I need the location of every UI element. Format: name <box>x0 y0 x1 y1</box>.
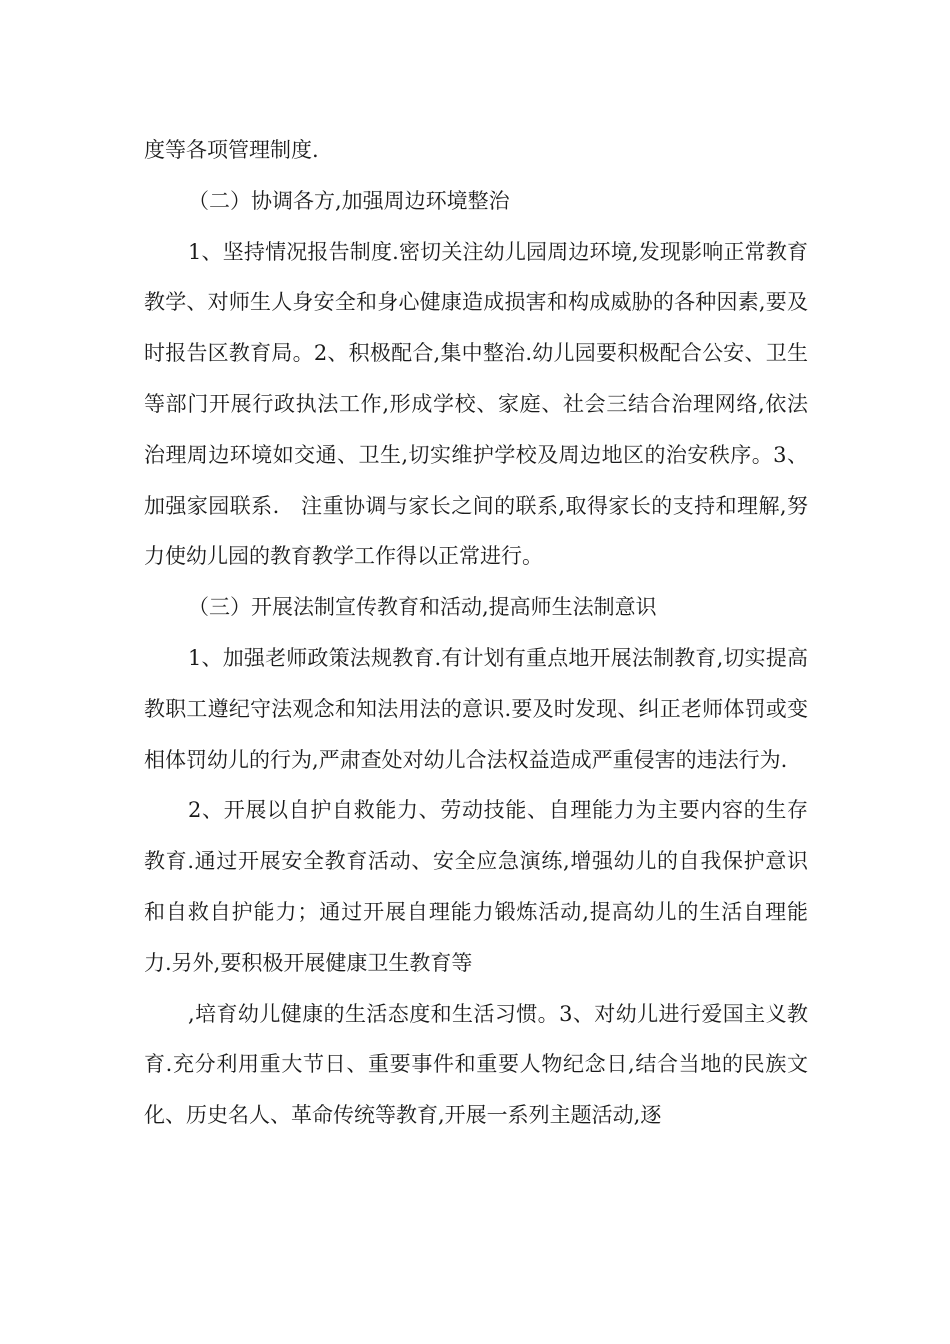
paragraph-continuation: 度等各项管理制度. <box>144 138 319 162</box>
paragraph-section-2-body: 1、坚持情况报告制度.密切关注幼儿园周边环境,发现影响正常教育教学、对师生人身安全和身心健康造成损害和构成威胁的各种因素,要及时报告区教育局。2、积极配合,集中整治.幼儿园要积极配合公安、卫生等部门开展行政执法工作,形成学校、家庭、社会三结合治理网络,依法治理周边环境如交通、卫生,切实维护学校及周边地区的治安秩序。3、加强家园联系. 注重协调与家长之间的联系,取得家长的支持和理解,努力使幼儿园的教育教学工作得以正常进行。 <box>144 239 808 569</box>
section-heading-2: （二）协调各方,加强周边环境整治 <box>188 188 510 213</box>
paragraph-survival-education: 2、开展以自护自救能力、劳动技能、自理能力为主要内容的生存教育.通过开展安全教育活动、安全应急演练,增强幼儿的自我保护意识和自救自护能力；通过开展自理能力锻炼活动,提高幼儿的生活自理能力.另外,要积极开展健康卫生教育等 <box>144 798 808 975</box>
document-body <box>144 125 808 1141</box>
paragraph-teacher-law-education: 1、加强老师政策法规教育.有计划有重点地开展法制教育,切实提高教职工遵纪守法观念和知法用法的意识.要及时发现、纠正老师体罚或变相体罚幼儿的行为,严肃查处对幼儿合法权益造成严重侵害的违法行为. <box>144 645 808 772</box>
section-heading-3: （三）开展法制宣传教育和活动,提高师生法制意识 <box>188 595 657 620</box>
paragraph-patriotic-education: ,培育幼儿健康的生活态度和生活习惯。3、对幼儿进行爱国主义教育.充分利用重大节日、重要事件和重要人物纪念日,结合当地的民族文化、历史名人、革命传统等教育,开展一系列主题活动,逐 <box>144 1001 808 1128</box>
